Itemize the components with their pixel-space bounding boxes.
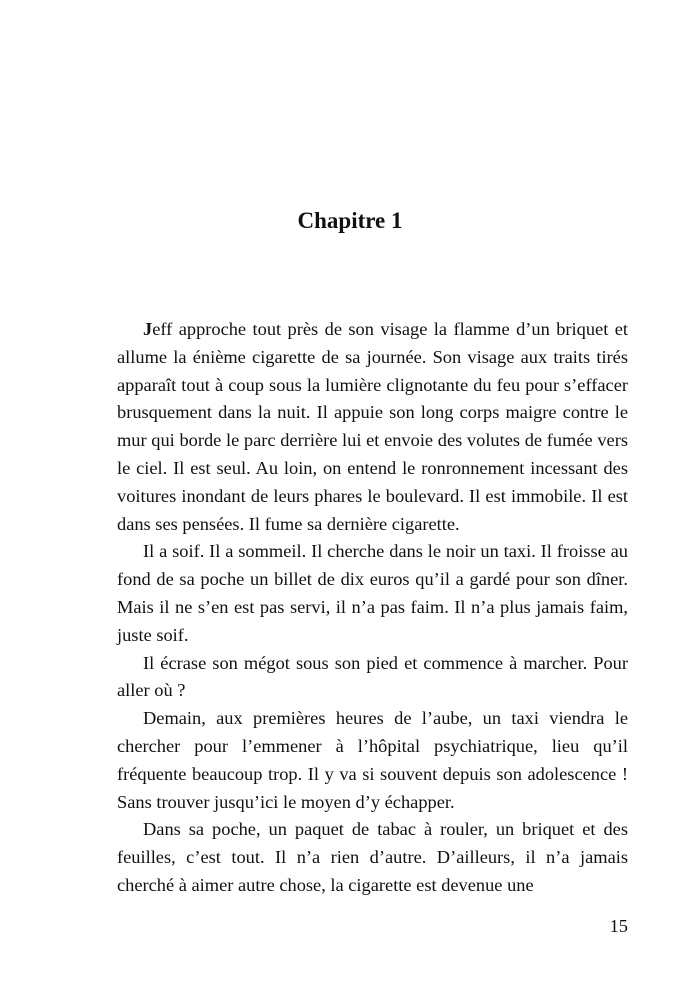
paragraph-5: Dans sa poche, un paquet de tabac à rouler, un briquet et des feuilles, c’est tout. Il n’a rien d’autre. D’ailleurs, il n’a jamais cherché à aimer autre chose, la cigarette est devenue une <box>117 819 628 895</box>
chapter-body <box>117 316 628 900</box>
page-number: 15 <box>609 916 628 936</box>
chapter-title: Chapitre 1 <box>297 208 403 233</box>
paragraph-1 <box>117 316 628 538</box>
initial-letter: J <box>143 319 153 339</box>
paragraph-1-text: eff approche tout près de son visage la flamme d’un briquet et allume la énième cigarette de sa journée. Son visage aux traits tirés apparaît tout à coup sous la lumière clignotante du feu pour s’effacer brusquement dans la nuit. Il appuie son long corps maigre contre le mur qui borde le parc derrière lui et envoie des volutes de fumée vers le ciel. Il est seul. Au loin, on entend le ronronnement incessant des voitures inondant de leurs phares le boulevard. Il est immobile. Il est dans ses pensées. Il fume sa dernière cigarette. <box>117 319 628 534</box>
paragraph-3: Il écrase son mégot sous son pied et commence à marcher. Pour aller où ? <box>117 652 628 701</box>
paragraph-4: Demain, aux premières heures de l’aube, un taxi viendra le chercher pour l’emmener à l’hôpital psychiatrique, lieu qu’il fréquente beaucoup trop. Il y va si souvent depuis son adolescence ! Sans trouver jusqu’ici le moyen d’y échapper. <box>117 708 628 812</box>
paragraph-2: Il a soif. Il a sommeil. Il cherche dans le noir un taxi. Il froisse au fond de sa poche un billet de dix euros qu’il a gardé pour son dîner. Mais il ne s’en est pas servi, il n’a pas faim. Il n’a plus jamais faim, juste soif. <box>117 541 628 645</box>
